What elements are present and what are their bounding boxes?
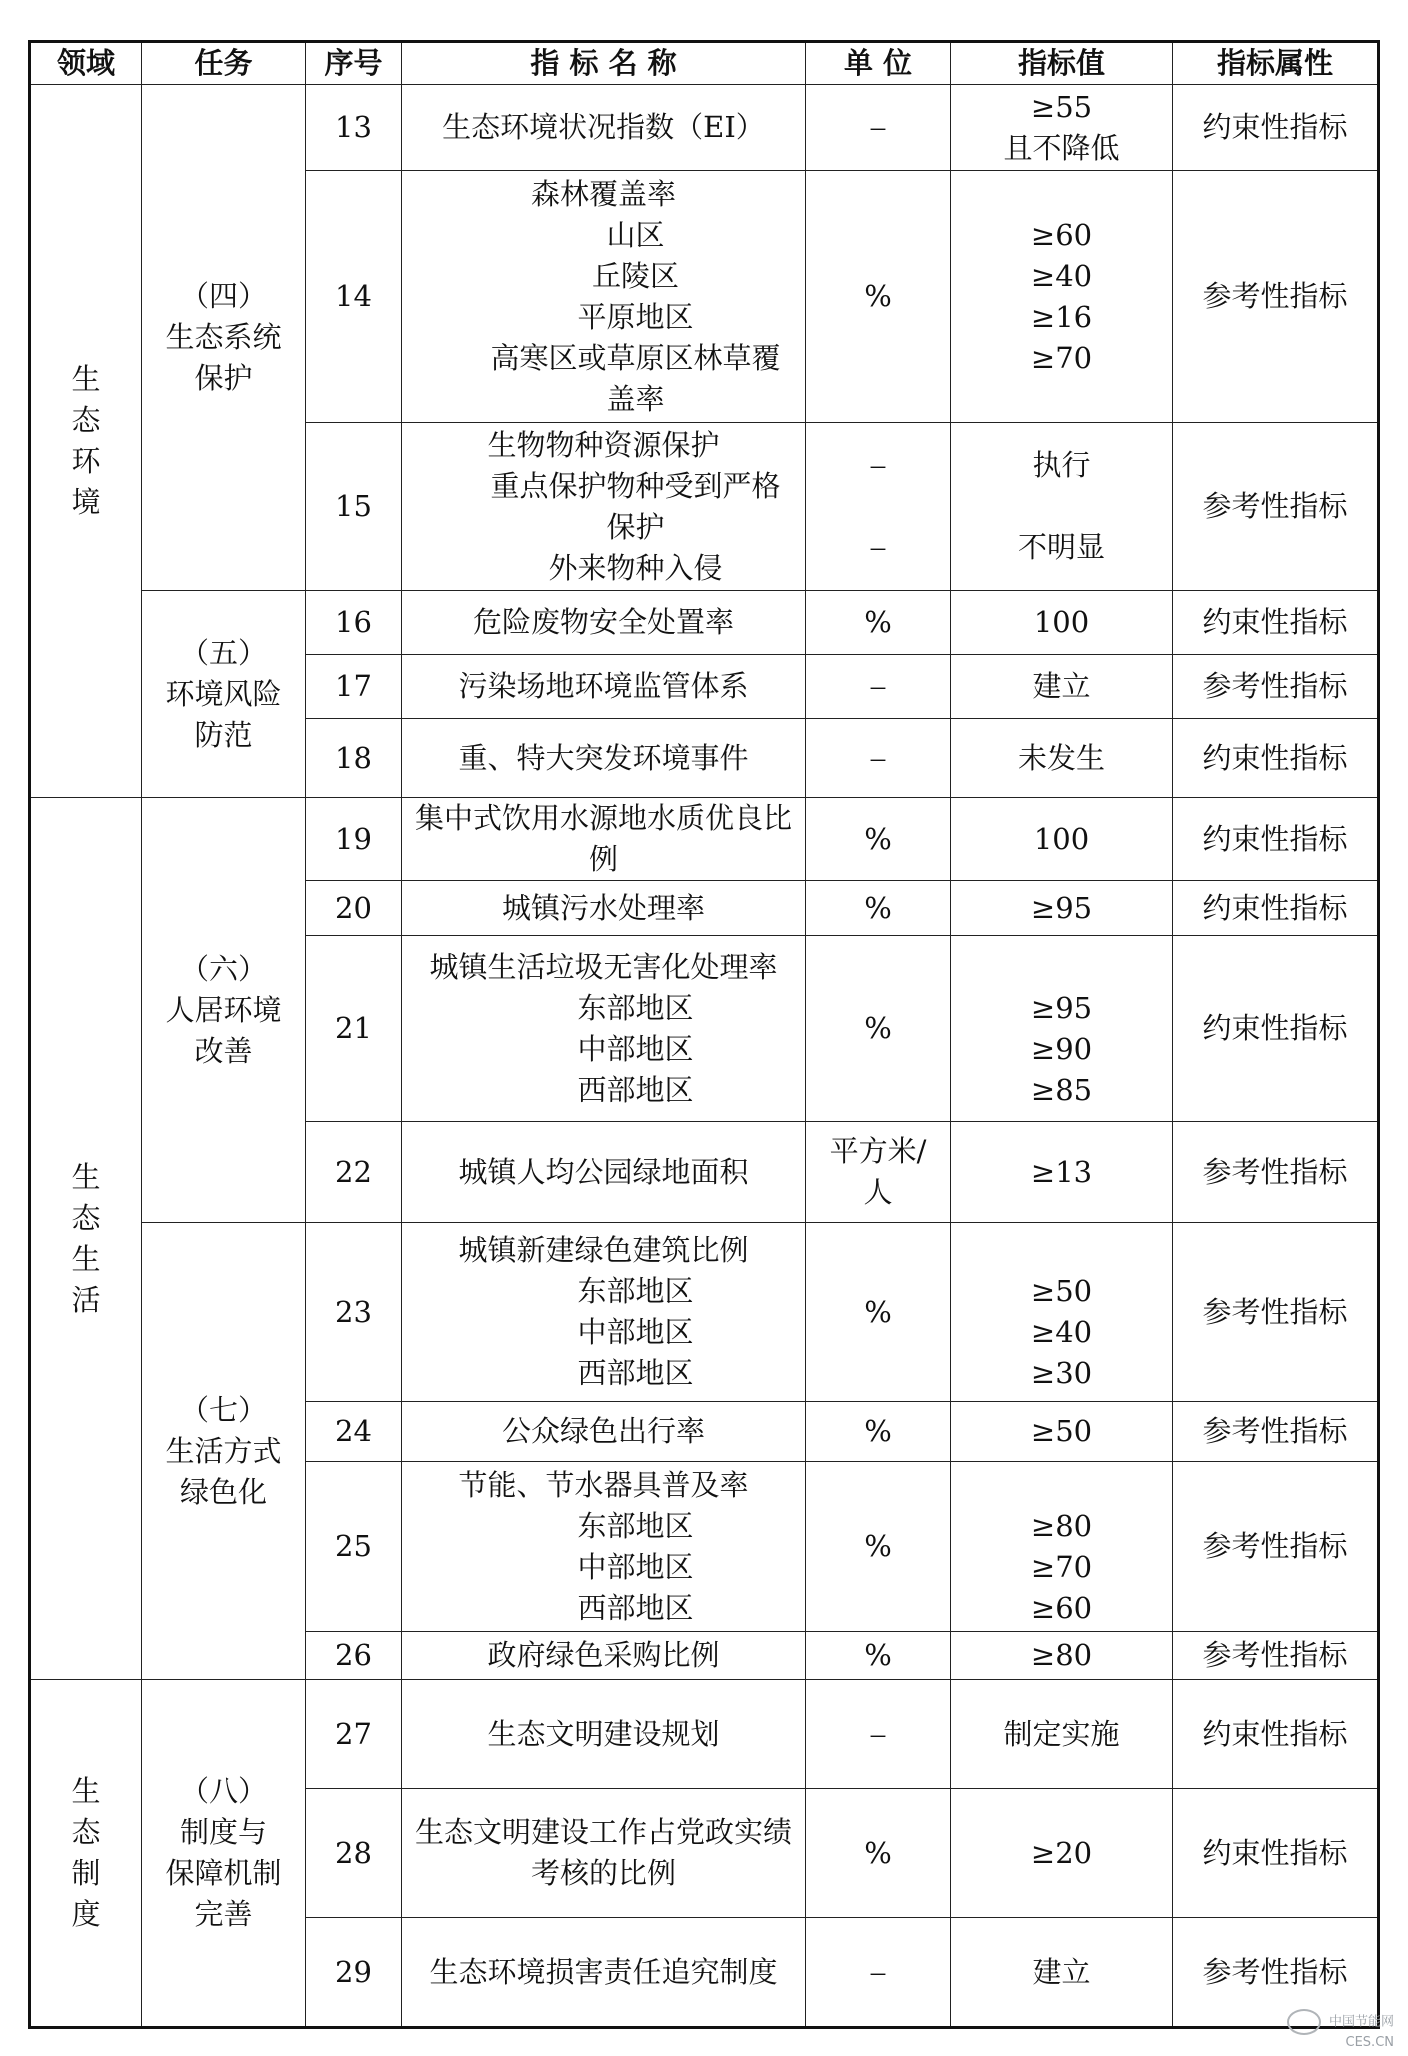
domain-cell-eco-env: 生 态 环 境 [30,85,142,798]
attr-cell: 参考性指标 [1173,655,1379,719]
unit-cell: % [806,591,951,655]
seq-cell: 18 [306,719,402,798]
value-cell: 100 [951,798,1173,881]
seq-cell: 23 [306,1223,402,1402]
header-task: 任务 [142,42,306,85]
seq-cell: 17 [306,655,402,719]
unit-cell: % [806,1402,951,1462]
name-cell: 生态环境损害责任追究制度 [402,1918,806,2028]
header-domain: 领域 [30,42,142,85]
header-row [30,42,1379,85]
name-cell: 城镇生活垃圾无害化处理率 东部地区 中部地区 西部地区 [402,936,806,1122]
attr-cell: 参考性指标 [1173,1462,1379,1632]
table-row [30,798,1379,881]
name-cell: 重、特大突发环境事件 [402,719,806,798]
watermark-line2: CES.CN [1345,2035,1394,2050]
header-seq: 序号 [306,42,402,85]
attr-cell: 约束性指标 [1173,798,1379,881]
attr-cell: 参考性指标 [1173,1918,1379,2028]
seq-cell: 16 [306,591,402,655]
seq-cell: 27 [306,1680,402,1789]
name-cell: 生态文明建设工作占党政实绩 考核的比例 [402,1789,806,1918]
seq-cell: 20 [306,881,402,936]
watermark [1287,2009,1394,2050]
name-cell: 城镇污水处理率 [402,881,806,936]
attr-cell: 参考性指标 [1173,1632,1379,1680]
seq-cell: 29 [306,1918,402,2028]
seq-cell: 25 [306,1462,402,1632]
value-cell: 制定实施 [951,1680,1173,1789]
value-cell: ≥13 [951,1122,1173,1223]
attr-cell: 约束性指标 [1173,85,1379,171]
unit-cell: % [806,936,951,1122]
name-cell: 生态文明建设规划 [402,1680,806,1789]
unit-cell: – [806,1680,951,1789]
attr-cell: 参考性指标 [1173,1223,1379,1402]
attr-cell: 参考性指标 [1173,1122,1379,1223]
value-cell: ≥95 ≥90 ≥85 [951,936,1173,1122]
seq-cell: 21 [306,936,402,1122]
unit-cell: – [806,719,951,798]
seq-cell: 22 [306,1122,402,1223]
task-cell-5: （五） 环境风险 防范 [142,591,306,798]
header-name: 指 标 名 称 [402,42,806,85]
seq-cell: 26 [306,1632,402,1680]
domain-cell-eco-sys: 生 态 制 度 [30,1680,142,2028]
attr-cell: 约束性指标 [1173,719,1379,798]
task-cell-4: （四） 生态系统 保护 [142,85,306,591]
unit-cell: % [806,1462,951,1632]
value-cell: ≥20 [951,1789,1173,1918]
unit-cell: – [806,1918,951,2028]
value-cell: 建立 [951,1918,1173,2028]
value-cell: ≥95 [951,881,1173,936]
unit-cell: % [806,1789,951,1918]
unit-cell: – [806,655,951,719]
attr-cell: 约束性指标 [1173,1789,1379,1918]
value-cell: 执行 不明显 [951,423,1173,591]
name-cell: 公众绿色出行率 [402,1402,806,1462]
attr-cell: 参考性指标 [1173,423,1379,591]
name-cell: 森林覆盖率 山区 丘陵区 平原地区 高寒区或草原区林草覆 盖率 [402,171,806,423]
attr-cell: 约束性指标 [1173,881,1379,936]
attr-cell: 约束性指标 [1173,936,1379,1122]
value-cell: ≥80 ≥70 ≥60 [951,1462,1173,1632]
task-cell-8: （八） 制度与 保障机制 完善 [142,1680,306,2028]
unit-cell: % [806,1223,951,1402]
unit-cell: % [806,798,951,881]
header-value: 指标值 [951,42,1173,85]
name-cell: 节能、节水器具普及率 东部地区 中部地区 西部地区 [402,1462,806,1632]
value-cell: ≥50 [951,1402,1173,1462]
name-cell: 生态环境状况指数（EI） [402,85,806,171]
value-cell: ≥80 [951,1632,1173,1680]
unit-cell: – – [806,423,951,591]
name-cell: 危险废物安全处置率 [402,591,806,655]
header-attr: 指标属性 [1173,42,1379,85]
watermark-logo-icon [1287,2009,1321,2035]
table-row [30,1223,1379,1402]
indicator-table [28,40,1380,2029]
seq-cell: 13 [306,85,402,171]
value-cell: ≥60 ≥40 ≥16 ≥70 [951,171,1173,423]
value-cell: 建立 [951,655,1173,719]
task-cell-6: （六） 人居环境 改善 [142,798,306,1223]
name-cell: 政府绿色采购比例 [402,1632,806,1680]
value-cell: ≥50 ≥40 ≥30 [951,1223,1173,1402]
unit-cell: % [806,171,951,423]
seq-cell: 15 [306,423,402,591]
attr-cell: 参考性指标 [1173,171,1379,423]
header-unit: 单 位 [806,42,951,85]
value-cell: 未发生 [951,719,1173,798]
watermark-line1: 中国节能网 [1328,2014,1394,2030]
task-cell-7: （七） 生活方式 绿色化 [142,1223,306,1680]
indicator-table-page [28,40,1380,2029]
seq-cell: 14 [306,171,402,423]
seq-cell: 19 [306,798,402,881]
attr-cell: 约束性指标 [1173,591,1379,655]
unit-cell: % [806,1632,951,1680]
table-row [30,591,1379,655]
unit-cell: 平方米/ 人 [806,1122,951,1223]
name-cell: 污染场地环境监管体系 [402,655,806,719]
name-cell: 生物物种资源保护 重点保护物种受到严格 保护 外来物种入侵 [402,423,806,591]
unit-cell: – [806,85,951,171]
name-cell: 城镇人均公园绿地面积 [402,1122,806,1223]
table-row [30,1680,1379,1789]
value-cell: 100 [951,591,1173,655]
attr-cell: 参考性指标 [1173,1402,1379,1462]
table-row [30,85,1379,171]
value-cell: ≥55 且不降低 [951,85,1173,171]
unit-cell: % [806,881,951,936]
seq-cell: 24 [306,1402,402,1462]
name-cell: 集中式饮用水源地水质优良比例 [402,798,806,881]
attr-cell: 约束性指标 [1173,1680,1379,1789]
name-cell: 城镇新建绿色建筑比例 东部地区 中部地区 西部地区 [402,1223,806,1402]
seq-cell: 28 [306,1789,402,1918]
domain-cell-eco-life: 生 态 生 活 [30,798,142,1680]
